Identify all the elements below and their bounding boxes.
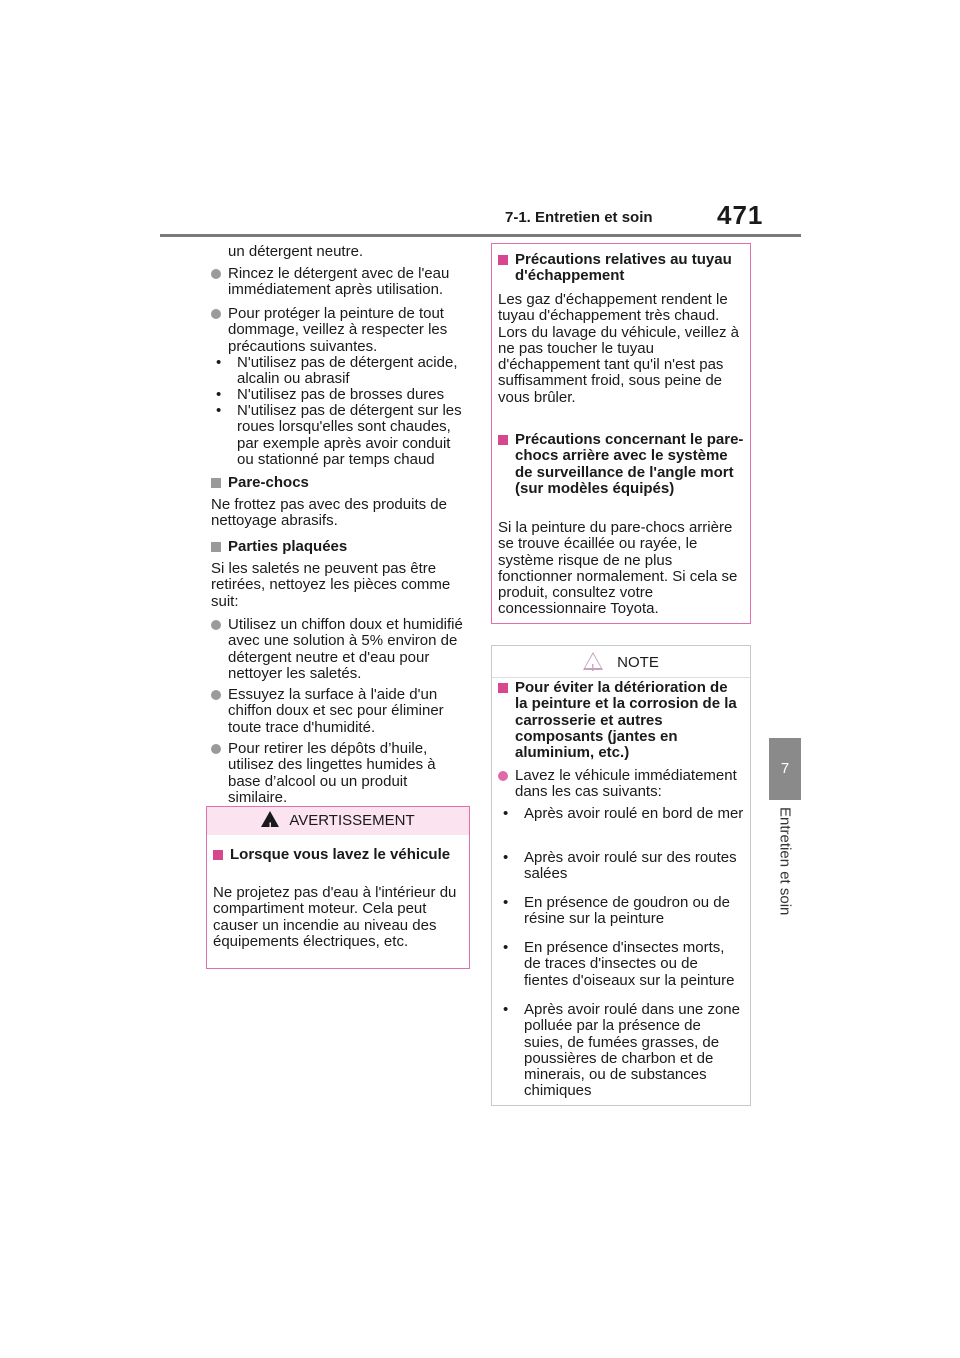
caution-heading: Précautions concernant le pare-chocs arrière avec le système de surveillance de l'angle mort (sur modèles équipés) <box>498 432 744 497</box>
bullet-icon <box>498 771 508 781</box>
bullet-icon <box>211 744 221 754</box>
square-marker-icon <box>498 255 508 265</box>
dash-marker: • <box>216 402 222 419</box>
note-dash-item: • Après avoir roulé sur des routes salées <box>503 849 737 883</box>
warning-box <box>206 806 470 969</box>
note-heading: Pour éviter la détérioration de la peinture et la corrosion de la carrosserie et autres composants (jantes en aluminium, etc.) <box>498 680 744 761</box>
note-bullet: Lavez le véhicule immédiatement dans les cas suivants: <box>498 768 744 801</box>
note-divider <box>492 677 750 678</box>
bullet-icon <box>211 620 221 630</box>
note-dash-item: • Après avoir roulé en bord de mer <box>503 805 744 822</box>
bullet-icon <box>211 309 221 319</box>
note-dash-item: • En présence d'insectes morts, de traces d'insectes ou de fientes d'oiseaux sur la peinture <box>503 939 735 989</box>
dash-marker: • <box>503 1001 509 1018</box>
bullet-item: Pour protéger la peinture de tout dommage, veillez à respecter les précautions suivantes. <box>211 306 469 355</box>
warning-heading: Lorsque vous lavez le véhicule <box>213 847 461 863</box>
caution-heading: Précautions relatives au tuyau d'échappement <box>498 252 744 285</box>
dash-item: • N'utilisez pas de détergent acide, alcalin ou abrasif <box>216 354 458 388</box>
continued-line: un détergent neutre. <box>228 243 364 260</box>
note-dash-item: • Après avoir roulé dans une zone polluée par la présence de suies, de fumées grasses, de poussières de charbon et de minerais, ou de substances chimiques <box>503 1001 740 1100</box>
dash-marker: • <box>503 894 509 911</box>
warning-header <box>207 807 469 835</box>
bullet-icon <box>211 269 221 279</box>
warning-text: Ne projetez pas d'eau à l'intérieur du compartiment moteur. Cela peut causer un incendie au niveau des équipements électriques, etc. <box>213 884 457 950</box>
note-title: NOTE <box>617 654 659 671</box>
bullet-item: Utilisez un chiffon doux et humidifié avec une solution à 5% environ de détergent neutre et d'eau pour nettoyer les saletés. <box>211 617 469 682</box>
note-dash-item: • En présence de goudron ou de résine sur la peinture <box>503 894 730 928</box>
dash-marker: • <box>503 939 509 956</box>
section-heading: Pare-chocs <box>211 475 469 491</box>
square-marker-icon <box>213 850 223 860</box>
warning-title: AVERTISSEMENT <box>289 812 415 829</box>
page-number: 471 <box>717 200 764 230</box>
bullet-item: Rincez le détergent avec de l'eau immédiatement après utilisation. <box>211 266 469 299</box>
dash-item: • N'utilisez pas de brosses dures <box>216 386 445 403</box>
bullet-item: Pour retirer les dépôts d’huile, utilisez des lingettes humides à base d’alcool ou un produit similaire. <box>211 741 469 806</box>
section-heading: Parties plaquées <box>211 539 469 555</box>
chapter-tab-title: Entretien et soin <box>776 807 794 916</box>
note-header <box>492 650 750 676</box>
caution-icon <box>583 652 603 670</box>
bullet-icon <box>211 690 221 700</box>
paragraph: Ne frottez pas avec des produits de nettoyage abrasifs. <box>211 496 447 530</box>
dash-marker: • <box>503 849 509 866</box>
caution-text: Les gaz d'échappement rendent le tuyau d'échappement très chaud. Lors du lavage du véhicule, veillez à ne pas toucher le tuyau d'échappement tant qu'il n'est pas suffisamment froid, sous peine de vous brûler. <box>498 291 739 406</box>
warning-icon <box>261 811 279 827</box>
caution-box <box>491 243 751 624</box>
square-marker-icon <box>211 478 221 488</box>
dash-marker: • <box>216 386 222 403</box>
paragraph: Si les saletés ne peuvent pas être retirées, nettoyez les pièces comme suit: <box>211 560 451 610</box>
bullet-item: Essuyez la surface à l'aide d'un chiffon doux et sec pour éliminer toute trace d'humidité. <box>211 687 469 736</box>
square-marker-icon <box>498 435 508 445</box>
square-marker-icon <box>498 683 508 693</box>
dash-marker: • <box>503 805 509 822</box>
square-marker-icon <box>211 542 221 552</box>
header-rule <box>160 234 801 237</box>
section-title: 7-1. Entretien et soin <box>505 209 653 226</box>
caution-text: Si la peinture du pare-chocs arrière se trouve écaillée ou rayée, le système risque de ne plus fonctionner normalement. Si cela se produit, consultez votre concessionnaire Toyota. <box>498 519 738 618</box>
note-box <box>491 645 751 1106</box>
dash-marker: • <box>216 354 222 371</box>
dash-item: • N'utilisez pas de détergent sur les roues lorsqu'elles sont chaudes, par exemple après avoir conduit ou stationné par temps chaud <box>216 402 462 468</box>
chapter-tab-number: 7 <box>769 738 801 800</box>
